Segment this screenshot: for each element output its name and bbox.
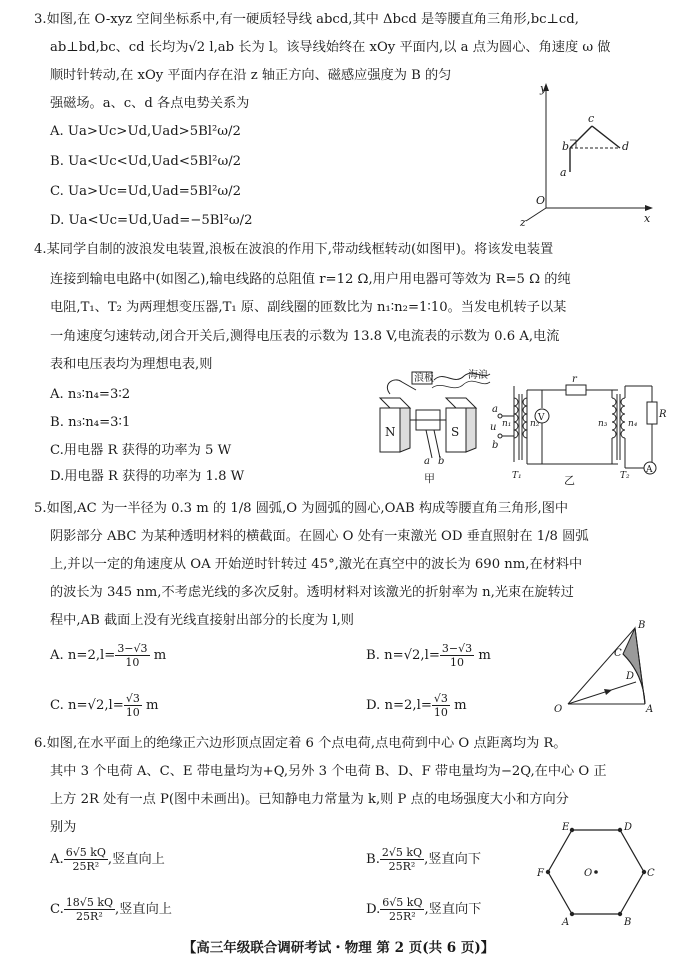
page-footer: 【高三年级联合调研考试・物理 第 2 页(共 6 页)】: [182, 940, 495, 956]
q3-label-b: b: [562, 140, 570, 153]
q3-option-c: C. Ua>Uc=Ud,Uad=5Bl²ω/2: [50, 184, 241, 199]
q5-label-o: O: [554, 704, 563, 715]
q3-option-a: A. Ua>Uc>Ud,Uad>5Bl²ω/2: [50, 124, 241, 139]
q5-label-a: A: [646, 704, 654, 715]
q6-option-a: A. $\frac{6√5 kQ}{\text{25R²}}$ ,竖直向上: [50, 846, 165, 873]
q3-label-a: a: [560, 166, 567, 179]
q4-label-n1: n₁: [502, 419, 512, 429]
q4-label-n2: n₂: [530, 419, 540, 429]
q5-line-2: 阴影部分 ABC 为某种透明材料的横截面。在圆心 O 处有一束激光 OD 垂直照射在 1/8 圆弧: [50, 529, 589, 544]
q4-label-r: r: [572, 374, 577, 385]
q3-label-origin: O: [536, 194, 546, 207]
q4-label-hailang: 海浪: [468, 370, 488, 381]
q3-label-d: d: [622, 140, 630, 153]
q6-line-2: 其中 3 个电荷 A、C、E 带电量均为+Q,另外 3 个电荷 B、D、F 带电量均为−2Q,在中心 O 正: [50, 764, 607, 779]
q6-label-e: E: [562, 822, 570, 833]
q3-line-1: 3.如图,在 O-xyz 空间坐标系中,有一硬质轻导线 abcd,其中 Δbcd 是等腰直角三角形,bc⊥cd,: [34, 12, 579, 27]
q6-option-b: B. $\frac{2√5 kQ}{\text{25R²}}$ ,竖直向下: [366, 846, 482, 873]
q4-label-u: u: [490, 422, 497, 433]
q4-label-voltmeter: V: [538, 413, 545, 423]
q4-label-a: a: [424, 456, 430, 467]
q4-line-4: 一角速度匀速转动,闭合开关后,测得电压表的示数为 13.8 V,电流表的示数为 0.6 A,电流: [50, 329, 560, 344]
q4-option-c: C.用电器 R 获得的功率为 5 W: [50, 443, 232, 458]
q5-option-d: D. n=2,l= $\frac{√3}{10}$ m: [366, 692, 467, 719]
q5-line-5: 程中,AB 截面上没有光线直接射出部分的长度为 l,则: [50, 613, 354, 628]
q4-label-jia: 甲: [424, 472, 435, 485]
q4-label-yi-b: b: [492, 440, 499, 451]
q4-label-t1: T₁: [512, 471, 522, 481]
q4-label-b: b: [438, 456, 445, 467]
q3-label-x: x: [644, 212, 651, 225]
q4-line-1: 4.某同学自制的波浪发电装置,浪板在波浪的作用下,带动线框转动(如图甲)。将该发电装置: [34, 242, 554, 257]
q5-line-4: 的波长为 345 nm,不考虑光线的多次反射。透明材料对该激光的折射率为 n,光束在旋转过: [50, 585, 574, 600]
q6-label-f: F: [537, 868, 544, 879]
q6-line-3: 上方 2R 处有一点 P(图中未画出)。已知静电力常量为 k,则 P 点的电场强度大小和方向分: [50, 792, 569, 807]
q4-label-n: N: [385, 425, 396, 439]
q5-option-c: C. n=√2,l= $\frac{√3}{10}$ m: [50, 692, 159, 719]
q3-label-c: c: [588, 112, 595, 125]
q6-label-c: C: [647, 868, 655, 879]
q6-line-4: 别为: [50, 820, 77, 835]
q6-label-a: A: [562, 917, 570, 928]
q3-figure: [512, 80, 662, 230]
q6-label-d: D: [624, 822, 633, 833]
q4-label-yi-a: a: [492, 404, 498, 415]
q5-line-3: 上,并以一定的角速度从 OA 开始逆时针转过 45°,激光在真空中的波长为 690 nm,在材料中: [50, 557, 583, 572]
q5-figure: [540, 616, 660, 716]
q3-option-b: B. Ua<Uc<Ud,Uad<5Bl²ω/2: [50, 154, 242, 169]
q4-label-yi: 乙: [564, 474, 575, 487]
q6-figure: [534, 818, 658, 928]
q6-option-d: D. $\frac{6√5 kQ}{\text{25R²}}$ ,竖直向下: [366, 896, 482, 923]
q4-option-a: A. n₃∶n₄=3∶2: [50, 387, 131, 402]
q5-option-b: B. n=√2,l= $\frac{3-√3}{10}$ m: [366, 642, 491, 669]
q4-label-t2: T₂: [620, 471, 630, 481]
q3-option-d: D. Ua<Uc=Ud,Uad=−5Bl²ω/2: [50, 213, 253, 228]
q4-figure-yi: [478, 368, 667, 490]
q6-line-1: 6.如图,在水平面上的绝缘正六边形顶点固定着 6 个点电荷,点电荷到中心 O 点距离均为 R。: [34, 736, 567, 751]
q4-label-n3: n₃: [598, 419, 608, 429]
q4-line-3: 电阻,T₁、T₂ 为两理想变压器,T₁ 原、副线圈的匝数比为 n₁∶n₂=1∶10。当发电机转子以某: [50, 300, 567, 315]
q5-label-b: B: [638, 620, 646, 631]
q3-label-z: z: [520, 216, 526, 229]
q3-label-y: y: [540, 82, 547, 95]
q4-line-2: 连接到输电电路中(如图乙),输电线路的总阻值 r=12 Ω,用户用电器可等效为 R=5 Ω 的纯: [50, 272, 571, 287]
q4-option-b: B. n₃∶n₄=3∶1: [50, 415, 131, 430]
q3-line-4: 强磁场。a、c、d 各点电势关系为: [50, 96, 250, 111]
q4-line-5: 表和电压表均为理想电表,则: [50, 357, 213, 372]
q4-label-ammeter: A: [646, 465, 653, 475]
q6-option-c: C. $\frac{18√5 kQ}{\text{25R²}}$ ,竖直向上: [50, 896, 172, 923]
q4-label-langban: 浪板: [414, 373, 434, 384]
q4-option-d: D.用电器 R 获得的功率为 1.8 W: [50, 469, 245, 484]
q4-figure-jia: [372, 368, 497, 490]
q4-label-n4: n₄: [628, 419, 638, 429]
q6-label-b: B: [624, 917, 632, 928]
q4-label-s: S: [451, 425, 460, 439]
q4-label-resistor: R: [659, 409, 667, 420]
q3-line-2: ab⊥bd,bc、cd 长均为√2 l,ab 长为 l。该导线始终在 xOy 平面内,以 a 点为圆心、角速度 ω 做: [50, 40, 611, 55]
q5-line-1: 5.如图,AC 为一半径为 0.3 m 的 1/8 圆弧,O 为圆弧的圆心,OAB 构成等腰直角三角形,图中: [34, 501, 569, 516]
q5-option-a: A. n=2,l= $\frac{3-√3}{10}$ m: [50, 642, 167, 669]
q6-label-o: O: [584, 868, 593, 879]
q3-line-3: 顺时针转动,在 xOy 平面内存在沿 z 轴正方向、磁感应强度为 B 的匀: [50, 68, 452, 83]
q5-label-d: D: [626, 671, 635, 682]
q5-label-c: C: [614, 648, 622, 659]
